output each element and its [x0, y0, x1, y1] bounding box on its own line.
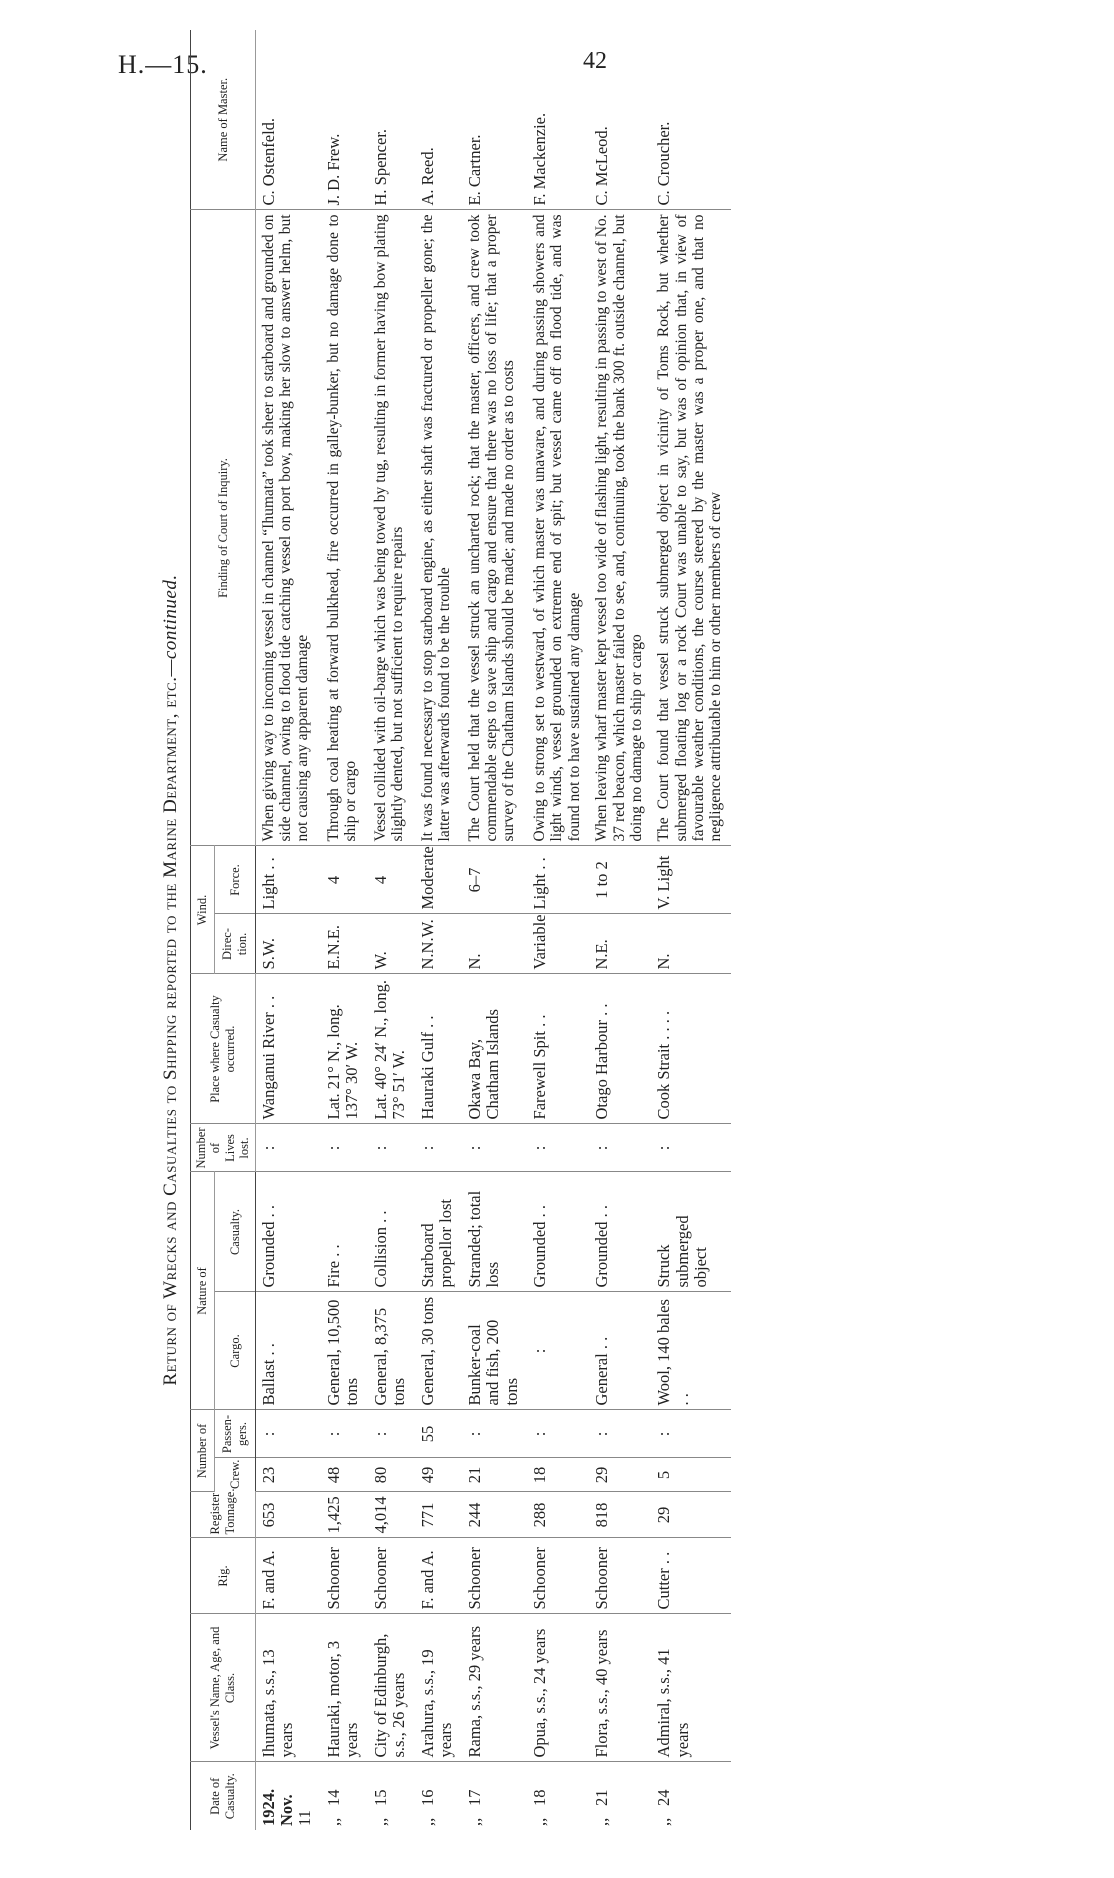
tonnage-cell: 288 — [527, 1492, 589, 1538]
casualty-cell: Collision . . — [368, 1172, 415, 1292]
col-nature-of: Nature of — [191, 1172, 215, 1410]
passengers-cell: 55 — [415, 1410, 462, 1458]
master-cell: F. Mackenzie. — [527, 30, 589, 210]
crew-cell: 80 — [368, 1458, 415, 1492]
tonnage-cell: 4,014 — [368, 1492, 415, 1538]
rig-cell: Schooner — [527, 1538, 589, 1614]
vessel-cell: Flora, s.s., 40 years — [589, 1614, 651, 1762]
date-day: 14 — [323, 1789, 343, 1806]
master-cell: J. D. Frew. — [321, 30, 368, 210]
rig-cell: Schooner — [589, 1538, 651, 1614]
casualty-cell: Grounded . . — [589, 1172, 651, 1292]
place-cell: Cook Strait . . . . — [651, 974, 730, 1124]
passengers-cell: : — [651, 1410, 730, 1458]
cargo-cell: General, 10,500 tons — [321, 1292, 368, 1410]
table-caption — [160, 130, 182, 1830]
ditto-mark: ,, — [417, 1817, 437, 1826]
crew-cell: 21 — [462, 1458, 527, 1492]
casualty-cell: Fire . . — [321, 1172, 368, 1292]
ditto-mark: ,, — [654, 1817, 674, 1826]
vessel-cell: Ihumata, s.s., 13 years — [255, 1614, 321, 1762]
tonnage-cell: 29 — [651, 1492, 730, 1538]
place-cell: Wanganui River . . — [255, 974, 321, 1124]
wind-direction-cell: E.N.E. — [321, 914, 368, 974]
rig-cell: Schooner — [368, 1538, 415, 1614]
document-id: H.—15. — [118, 50, 208, 79]
wind-direction-cell: N.E. — [589, 914, 651, 974]
wind-force-cell: 4 — [321, 846, 368, 914]
col-force: Force. — [215, 846, 255, 914]
crew-cell: 5 — [651, 1458, 730, 1492]
finding-cell: The Court found that vessel struck submerged object in vicinity of Toms Rock, but whether submerged floating log or a rock Court was unable to say, but was of opinion that, in view of favourable weather conditions, the course steered by the master was a proper one, and that no negligence attributable to him or other members of crew — [651, 210, 730, 846]
date-day: 15 — [370, 1789, 390, 1806]
casualty-cell: Stranded; total loss — [462, 1172, 527, 1292]
wind-force-cell: Moderate — [415, 846, 462, 914]
col-number-of: Number of — [191, 1410, 215, 1492]
cargo-cell: Ballast . . — [255, 1292, 321, 1410]
place-cell: Otago Harbour . . — [589, 974, 651, 1124]
crew-cell: 48 — [321, 1458, 368, 1492]
cargo-cell: : — [527, 1292, 589, 1410]
lives-cell: : — [321, 1124, 368, 1172]
wind-force-cell: 6–7 — [462, 846, 527, 914]
ditto-mark: ,, — [323, 1817, 343, 1826]
place-cell: Hauraki Gulf . . — [415, 974, 462, 1124]
vessel-cell: Admiral, s.s., 41 years — [651, 1614, 730, 1762]
table-row — [527, 30, 589, 1830]
cargo-cell: Bunker-coal and fish, 200 tons — [462, 1292, 527, 1410]
finding-cell: The Court held that the vessel struck an uncharted rock; that the master, officers, and crew took commendable steps to save ship and cargo and ensure that there was no loss of life; that a proper survey of the Chatham Islands should be made; and made no order as to costs — [462, 210, 527, 846]
casualty-cell: Grounded . . — [255, 1172, 321, 1292]
lives-cell: : — [255, 1124, 321, 1172]
lives-cell: : — [462, 1124, 527, 1172]
finding-cell: It was found necessary to stop starboard engine, as either shaft was fractured or propeller gone; the latter was afterwards found to be the trouble — [415, 210, 462, 846]
place-cell: Lat. 40° 24′ N., long. 73° 51′ W. — [368, 974, 415, 1124]
vessel-cell: Arahura, s.s., 19 years — [415, 1614, 462, 1762]
table-row — [255, 30, 321, 1830]
master-cell: H. Spencer. — [368, 30, 415, 210]
casualty-cell: Starboard propellor lost — [415, 1172, 462, 1292]
col-rig: Rig. — [191, 1538, 256, 1614]
place-cell: Lat. 21° N., long. 137° 30′ W. — [321, 974, 368, 1124]
wind-force-cell: 4 — [368, 846, 415, 914]
table-row — [589, 30, 651, 1830]
casualty-cell: Struck submerged object — [651, 1172, 730, 1292]
crew-cell: 29 — [589, 1458, 651, 1492]
col-vessel: Vessel's Name, Age, and Class. — [191, 1614, 256, 1762]
crew-cell: 18 — [527, 1458, 589, 1492]
col-passengers: Passen-gers. — [215, 1410, 255, 1458]
master-cell: E. Cartner. — [462, 30, 527, 210]
master-cell: C. Croucher. — [651, 30, 730, 210]
col-tonnage: Register Tonnage. — [191, 1492, 256, 1538]
col-cargo: Cargo. — [215, 1292, 255, 1410]
place-cell: Farewell Spit . . — [527, 974, 589, 1124]
rig-cell: Cutter . . — [651, 1538, 730, 1614]
tonnage-cell: 244 — [462, 1492, 527, 1538]
rig-cell: Schooner — [462, 1538, 527, 1614]
tonnage-cell: 653 — [255, 1492, 321, 1538]
rotated-sheet — [150, 77, 1080, 1830]
vessel-cell: City of Edinburgh, s.s., 26 years — [368, 1614, 415, 1762]
wind-force-cell: 1 to 2 — [589, 846, 651, 914]
master-cell: C. McLeod. — [589, 30, 651, 210]
col-lives: Number of Lives lost. — [191, 1124, 256, 1172]
col-master: Name of Master. — [191, 30, 256, 210]
ditto-mark: ,, — [530, 1817, 550, 1826]
vessel-cell: Hauraki, motor, 3 years — [321, 1614, 368, 1762]
col-casualty: Casualty. — [215, 1172, 255, 1292]
lives-cell: : — [589, 1124, 651, 1172]
cargo-cell: Wool, 140 bales . . — [651, 1292, 730, 1410]
col-direction: Direc-tion. — [215, 914, 255, 974]
passengers-cell: : — [527, 1410, 589, 1458]
cargo-cell: General, 8,375 tons — [368, 1292, 415, 1410]
wind-direction-cell: W. — [368, 914, 415, 974]
table-row — [368, 30, 415, 1830]
date-prefix: 1924. Nov. — [258, 1788, 296, 1826]
ditto-mark: ,, — [464, 1817, 484, 1826]
finding-cell: Through coal heating at forward bulkhead, fire occurred in galley-bunker, but no damage done to ship or cargo — [321, 210, 368, 846]
table-row — [651, 30, 730, 1830]
crew-cell: 49 — [415, 1458, 462, 1492]
passengers-cell: : — [368, 1410, 415, 1458]
finding-cell: When leaving wharf master kept vessel too wide of flashing light, resulting in passing to west of No. 37 red beacon, which master failed to see, and, continuing, took the bank 300 ft. outside channel, but doing no damage to ship or cargo — [589, 210, 651, 846]
lives-cell: : — [527, 1124, 589, 1172]
master-cell: C. Ostenfeld. — [255, 30, 321, 210]
ditto-mark: ,, — [370, 1817, 390, 1826]
date-day: 18 — [530, 1789, 550, 1806]
wind-force-cell: Light . . — [527, 846, 589, 914]
cargo-cell: General . . — [589, 1292, 651, 1410]
place-cell: Okawa Bay, Chatham Islands — [462, 974, 527, 1124]
crew-cell: 23 — [255, 1458, 321, 1492]
master-cell: A. Reed. — [415, 30, 462, 210]
caption-continued: —continued. — [160, 574, 181, 677]
table-body — [255, 30, 731, 1830]
casualty-table — [190, 30, 731, 1830]
date-day: 11 — [295, 1810, 315, 1826]
table-row — [462, 30, 527, 1830]
wind-direction-cell: N. — [651, 914, 730, 974]
rig-cell: Schooner — [321, 1538, 368, 1614]
finding-cell: When giving way to incoming vessel in channel “Ihumata” took sheer to starboard and grounded on side channel, owing to flood tide catching vessel on port bow, making her slow to answer helm, but not causing any apparent damage — [255, 210, 321, 846]
finding-cell: Vessel collided with oil-barge which was being towed by tug, resulting in former having bow plating slightly dented, but not sufficient to require repairs — [368, 210, 415, 846]
date-day: 21 — [592, 1789, 612, 1806]
passengers-cell: : — [462, 1410, 527, 1458]
tonnage-cell: 1,425 — [321, 1492, 368, 1538]
rig-cell: F. and A. — [255, 1538, 321, 1614]
col-finding: Finding of Court of Inquiry. — [191, 210, 256, 846]
tonnage-cell: 818 — [589, 1492, 651, 1538]
wind-direction-cell: S.W. — [255, 914, 321, 974]
cargo-cell: General, 30 tons — [415, 1292, 462, 1410]
passengers-cell: : — [589, 1410, 651, 1458]
tonnage-cell: 771 — [415, 1492, 462, 1538]
passengers-cell: : — [321, 1410, 368, 1458]
col-place: Place where Casualty occurred. — [191, 974, 256, 1124]
date-day: 16 — [417, 1789, 437, 1806]
lives-cell: : — [651, 1124, 730, 1172]
lives-cell: : — [368, 1124, 415, 1172]
vessel-cell: Opua, s.s., 24 years — [527, 1614, 589, 1762]
wind-force-cell: V. Light — [651, 846, 730, 914]
caption-title: Return of Wrecks and Casualties to Shipping reported to the Marine Department, etc. — [160, 676, 181, 1386]
date-day: 17 — [464, 1789, 484, 1806]
casualty-cell: Grounded . . — [527, 1172, 589, 1292]
col-wind: Wind. — [191, 846, 215, 974]
wind-direction-cell: N.N.W. — [415, 914, 462, 974]
table-row — [415, 30, 462, 1830]
col-crew: Crew. — [215, 1458, 255, 1492]
vessel-cell: Rama, s.s., 29 years — [462, 1614, 527, 1762]
finding-cell: Owing to strong set to westward, of which master was unaware, and during passing showers and light winds, vessel grounded on extreme end of spit; but vessel came off on flood tide, and was found not to have sustained any damage — [527, 210, 589, 846]
date-day: 24 — [654, 1789, 674, 1806]
rig-cell: F. and A. — [415, 1538, 462, 1614]
passengers-cell: : — [255, 1410, 321, 1458]
page-number: 42 — [583, 48, 607, 74]
ditto-mark: ,, — [592, 1817, 612, 1826]
wind-direction-cell: N. — [462, 914, 527, 974]
lives-cell: : — [415, 1124, 462, 1172]
wind-direction-cell: Variable — [527, 914, 589, 974]
col-date: Date of Casualty. — [191, 1762, 256, 1830]
wind-force-cell: Light . . — [255, 846, 321, 914]
table-row — [321, 30, 368, 1830]
